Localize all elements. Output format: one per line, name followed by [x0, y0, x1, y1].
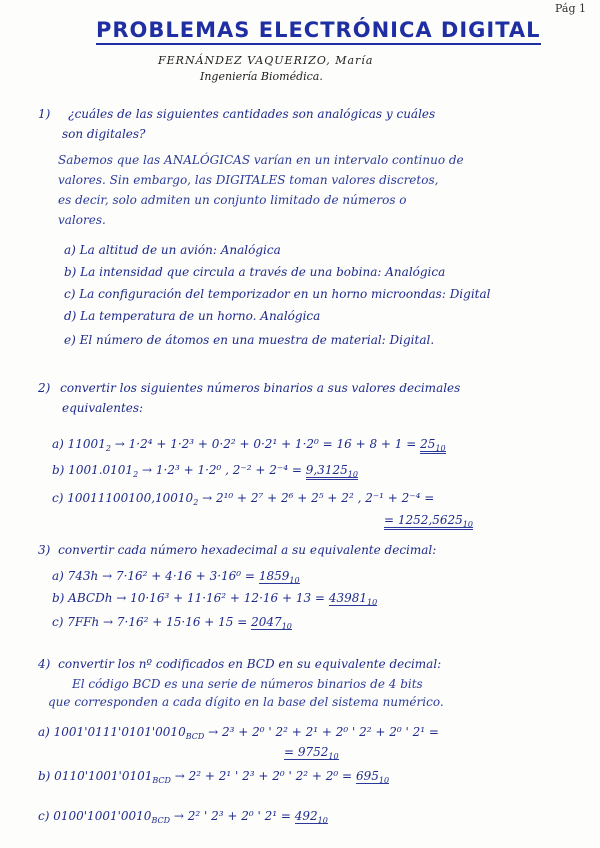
q3-b-result-base: 10 [367, 598, 378, 607]
q2-c-result [384, 510, 473, 535]
q2-a-result-value: 25 [420, 437, 436, 451]
q3-b-work: b) ABCDh → 10·16³ + 11·16² + 12·16 + 13 = [52, 591, 325, 605]
q2-a-work: → 1·2⁴ + 1·2³ + 0·2² + 0·2¹ + 1·2⁰ = 16 + 8 + 1 = [114, 437, 417, 451]
q2-a-result-base: 10 [435, 444, 446, 453]
q2-c-result-value: = 1252,5625 [384, 513, 463, 527]
q2-text-l1: convertir los siguientes números binarios a sus valores decimales [60, 381, 461, 395]
q4-a-result [284, 742, 339, 767]
q4-text: convertir los nº codificados en BCD en su equivalente decimal: [58, 657, 442, 671]
q2-b-number: b) 1001.0101 [52, 463, 134, 477]
q4-c-number: c) 0100'1001'0010 [38, 809, 152, 823]
q2-b-result-value: 9,3125 [305, 463, 348, 477]
q3-item-c [52, 612, 292, 637]
q2-item-b [52, 460, 358, 485]
q4-b-work: → 2² + 2¹ ' 2³ + 2⁰ ' 2² + 2⁰ = [174, 769, 353, 783]
q4-c-base: BCD [151, 816, 170, 825]
q2-text-l2: equivalentes: [62, 401, 144, 415]
q4-b-result [356, 769, 389, 784]
q2-a-result [420, 437, 445, 454]
q2-c-work: → 2¹⁰ + 2⁷ + 2⁶ + 2⁵ + 2² , 2⁻¹ + 2⁻⁴ = [202, 491, 435, 505]
q2-c-result-base: 10 [462, 520, 473, 529]
q4-explanation-l1: El código BCD es una serie de números binarios de 4 bits [72, 677, 423, 691]
q3-a-result [259, 569, 300, 584]
q3-b-result-value: 43981 [328, 591, 367, 605]
q3-a-result-value: 1859 [258, 569, 290, 583]
q3-b-result [329, 591, 377, 606]
q2-item-a [52, 434, 446, 459]
q1-item-a: a) La altitud de un avión: Analógica [64, 243, 281, 257]
q3-c-work: c) 7FFh → 7·16² + 15·16 + 15 = [52, 615, 248, 629]
q3-a-result-base: 10 [289, 576, 300, 585]
q4-number: 4) [38, 657, 51, 671]
q1-item-d: d) La temperatura de un horno. Analógica [64, 309, 321, 323]
q4-item-b [38, 766, 389, 791]
q4-a-number: a) 1001'0111'0101'0010 [38, 725, 186, 739]
q4-c-result-base: 10 [317, 816, 328, 825]
q4-b-base: BCD [152, 776, 171, 785]
q2-b-result-base: 10 [347, 470, 358, 479]
q1-item-b: b) La intensidad que circula a través de una bobina: Analógica [64, 265, 446, 279]
q2-c-number: c) 10011100100,10010 [52, 491, 194, 505]
q1-question [38, 104, 435, 124]
q2-b-result [306, 463, 358, 480]
q4-c-work: → 2² ' 2³ + 2⁰ ' 2¹ = [173, 809, 291, 823]
q1-text-l1: ¿cuáles de las siguientes cantidades son analógicas y cuáles [68, 107, 436, 121]
q2-a-number: a) 11001 [52, 437, 106, 451]
q4-question [38, 654, 441, 674]
q1-explanation-l1: Sabemos que las ANALÓGICAS varían en un intervalo continuo de [58, 153, 464, 167]
q3-question [38, 540, 436, 560]
q1-item-c: c) La configuración del temporizador en un horno microondas: Digital [64, 287, 491, 301]
q1-explanation-l4: valores. [58, 213, 106, 227]
q4-c-result-value: 492 [294, 809, 318, 823]
q4-b-result-base: 10 [378, 776, 390, 785]
q1-number: 1) [38, 107, 51, 121]
q1-explanation-l3: es decir, solo admiten un conjunto limitado de números o [58, 193, 407, 207]
q4-b-number: b) 0110'1001'0101 [38, 769, 153, 783]
q1-text-l2: son digitales? [62, 127, 146, 141]
q1-explanation-l2: valores. Sin embargo, las DIGITALES toman valores discretos, [58, 173, 439, 187]
q2-item-c [52, 488, 434, 513]
q3-c-result [251, 615, 292, 630]
q1-item-e: e) El número de átomos en una muestra de material: Digital. [64, 333, 435, 347]
q2-b-base: 2 [133, 470, 139, 479]
q2-c-base: 2 [193, 498, 199, 507]
q4-a-base: BCD [185, 732, 205, 741]
author-name: FERNÁNDEZ VAQUERIZO, María [158, 54, 374, 67]
q3-item-b [52, 588, 377, 613]
q4-a-work: → 2³ + 2⁰ ' 2² + 2¹ + 2⁰ ' 2² + 2⁰ ' 2¹ = [208, 725, 439, 739]
q4-item-c [38, 806, 328, 831]
q3-text: convertir cada número hexadecimal a su equivalente decimal: [58, 543, 437, 557]
q2-a-base: 2 [105, 444, 111, 453]
q4-c-result [295, 809, 328, 824]
q4-b-result-value: 695 [355, 769, 379, 783]
q4-item-a [38, 722, 439, 747]
q4-a-result-base: 10 [328, 752, 339, 761]
q2-b-work: → 1·2³ + 1·2⁰ , 2⁻² + 2⁻⁴ = [142, 463, 302, 477]
q3-number: 3) [38, 543, 51, 557]
q4-explanation-l2: que corresponden a cada dígito en la base del sistema numérico. [48, 695, 444, 709]
q3-c-result-value: 2047 [251, 615, 282, 629]
q3-a-work: a) 743h → 7·16² + 4·16 + 3·16⁰ = [52, 569, 255, 583]
page-title: PROBLEMAS ELECTRÓNICA DIGITAL [96, 18, 541, 45]
q3-c-result-base: 10 [281, 622, 292, 631]
q2-question [38, 378, 460, 398]
q4-a-result-value: = 9752 [284, 745, 329, 759]
degree-name: Ingeniería Biomédica. [200, 70, 323, 83]
q2-number: 2) [38, 381, 51, 395]
page-number: Pág 1 [554, 2, 586, 15]
